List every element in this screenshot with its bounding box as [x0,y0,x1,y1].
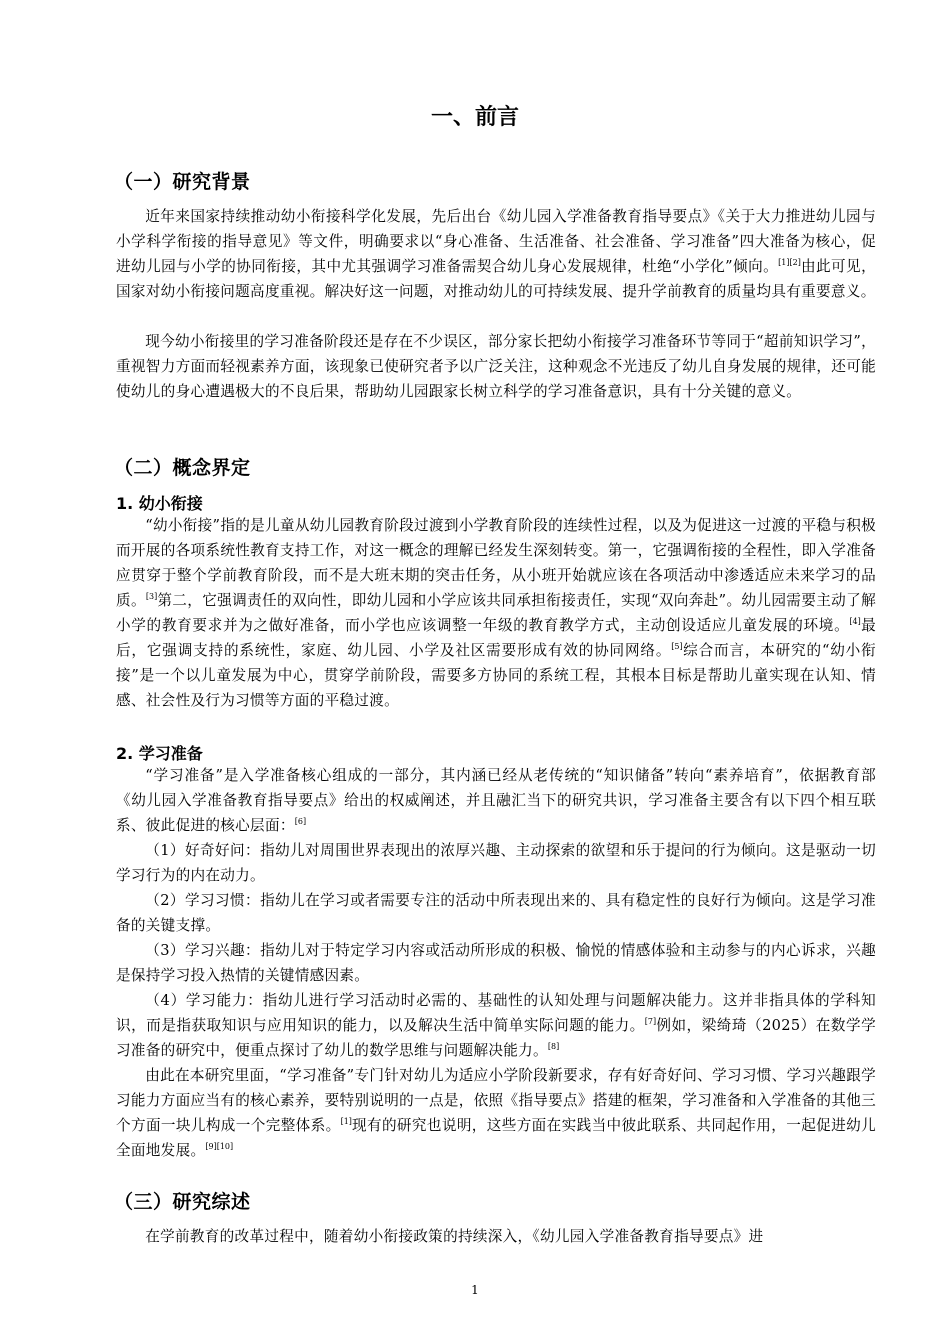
background-paragraph-1: 近年来国家持续推动幼小衔接科学化发展，先后出台《幼儿园入学准备教育指导要点》《关于大力推进幼儿园与小学科学衔接的指导意见》等文件，明确要求以“身心准备、生活准备、社会准备、学习准备”四大准备为核心，促进幼儿园与小学的协同衔接，其中尤其强调学习准备需契合幼儿身心发展规律，杜绝“小学化”倾向。[1][2]由此可见，国家对幼小衔接问题高度重视。解决好这一问题，对推动幼儿的可持续发展、提升学前教育的质量均具有重要意义。 [116,208,876,300]
citation: [8] [547,1042,560,1051]
page-number: 1 [471,1283,479,1297]
chapter-title: 一、前言 [430,105,519,130]
readiness-conclusion-paragraph: 由此在本研究里面，“学习准备”专门针对幼儿为适应小学阶段新要求，存有好奇好问、学习习惯、学习兴趣跟学习能力方面应当有的核心素养，要特别说明的一点是，依照《指导要点》搭建的框架，学习准备和入学准备的其他三个方面一块儿构成一个完整体系。[1]现有的研究也说明，这些方面在实践当中彼此联系、共同起作用，一起促进幼儿全面地发展。[9][10] [116,1067,876,1159]
section-heading-background: （一）研究背景 [114,171,251,193]
readiness-item-habits: （2）学习习惯：指幼儿在学习或者需要专注的活动中所表现出来的、具有稳定性的良好行为倾向。这是学习准备的关键支撑。 [116,892,876,934]
citation: [4] [849,617,861,626]
transition-paragraph: “幼小衔接”指的是儿童从幼儿园教育阶段过渡到小学教育阶段的连续性过程，以及为促进这一过渡的平稳与积极而开展的各项系统性教育支持工作，对这一概念的理解已经发生深刻转变。第一，它强调衔接的全程性，即入学准备应贯穿于整个学前教育阶段，而不是大班末期的突击任务，从小班开始就应该在各项活动中渗透适应未来学习的品质。[3]第二，它强调责任的双向性，即幼儿园和小学应该共同承担衔接责任，实现“双向奔赴”。幼儿园需要主动了解小学的教育要求并为之做好准备，而小学也应该调整一年级的教育教学方式，主动创设适应儿童发展的环境。[4]最后，它强调支持的系统性，家庭、幼儿园、小学及社区需要形成有效的协同网络。[5]综合而言，本研究的“幼小衔接”是一个以儿童发展为中心，贯穿学前阶段，需要多方协同的系统工程，其根本目标是帮助儿童实现在认知、情感、社会性及行为习惯等方面的平稳过渡。 [116,517,876,709]
citation: [3] [145,592,158,601]
background-paragraph-2: 现今幼小衔接里的学习准备阶段还是存在不少误区，部分家长把幼小衔接学习准备环节等同于“超前知识学习”，重视智力方面而轻视素养方面，该现象已使研究者予以广泛关注，这种观念不光违反了幼儿自身发展的规律，还可能使幼儿的身心遭遇极大的不良后果，帮助幼儿园跟家长树立科学的学习准备意识，具有十分关键的意义。 [116,333,876,400]
section-heading-review: （三）研究综述 [114,1191,251,1213]
citation: [1] [340,1117,352,1126]
citation: [5] [671,642,683,651]
subheading-transition: 1. 幼小衔接 [116,494,203,513]
readiness-intro-paragraph: “学习准备”是入学准备核心组成的一部分，其内涵已经从老传统的“知识储备”转向“素养培育”，依据教育部《幼儿园入学准备教育指导要点》给出的权威阐述，并且融汇当下的研究共识，学习准备主要含有以下四个相互联系、彼此促进的核心层面：[6] [116,767,876,834]
readiness-item-curiosity: （1）好奇好问：指幼儿对周围世界表现出的浓厚兴趣、主动探索的欲望和乐于提问的行为倾向。这是驱动一切学习行为的内在动力。 [116,842,876,884]
citation: [1][2] [778,258,801,267]
citation: [7] [644,1017,657,1026]
citation: [9][10] [205,1142,234,1151]
subheading-learning-readiness: 2. 学习准备 [116,744,203,763]
readiness-item-interest: （3）学习兴趣：指幼儿对于特定学习内容或活动所形成的积极、愉悦的情感体验和主动参与的内心诉求，兴趣是保持学习投入热情的关键情感因素。 [116,942,876,984]
citation: [6] [294,817,307,826]
readiness-item-ability: （4）学习能力：指幼儿进行学习活动时必需的、基础性的认知处理与问题解决能力。这并非指具体的学科知识，而是指获取知识与应用知识的能力，以及解决生活中简单实际问题的能力。[7]例如，梁绮琦（2025）在数学学习准备的研究中，便重点探讨了幼儿的数学思维与问题解决能力。[8] [116,992,876,1059]
review-paragraph: 在学前教育的改革过程中，随着幼小衔接政策的持续深入，《幼儿园入学准备教育指导要点》进 [145,1228,764,1245]
section-heading-concepts: （二）概念界定 [114,457,251,479]
